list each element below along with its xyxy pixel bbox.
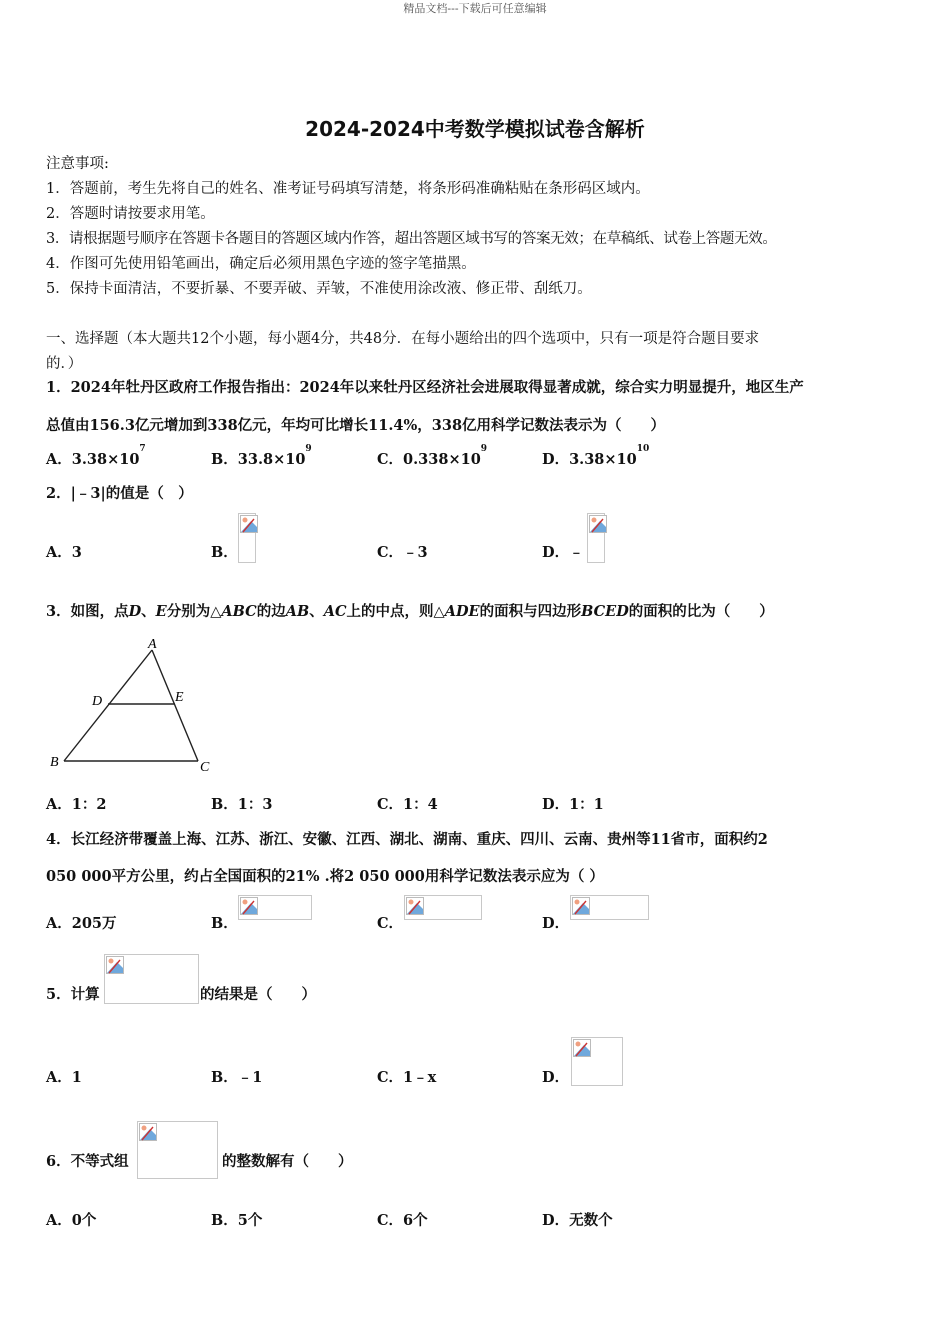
q2-option-c: C．﹣3: [377, 544, 428, 561]
notes-item: 4．作图可先使用铅笔画出，确定后必须用黑色字迹的签字笔描黑。: [46, 256, 476, 272]
q6-stem-pre: 6．不等式组: [46, 1153, 129, 1170]
q4-option-b: B．: [211, 915, 238, 932]
q1-stem-line1: 1．2024年牡丹区政府工作报告指出：2024年以来牡丹区经济社会进展取得显著成就，综合实力明显提升，地区生产: [46, 379, 804, 396]
q5-option-d: D．: [542, 1069, 570, 1086]
q5-option-b: B．﹣1: [211, 1069, 263, 1086]
q3-option-c: C．1：4: [377, 796, 438, 813]
q4-option-d: D．: [542, 915, 570, 932]
q1-option-a: A．$3.38\times 10^7$: [46, 444, 146, 468]
broken-image-icon: [139, 1123, 157, 1141]
broken-image-icon: [589, 515, 607, 533]
notes-item: 3．请根据题号顺序在答题卡各题目的答题区域内作答，超出答题区域书写的答案无效；在草稿纸、试卷上答题无效。: [46, 231, 777, 247]
notes-item: 5．保持卡面清洁，不要折暴、不要弄破、弄皱，不准使用涂改液、修正带、刮纸刀。: [46, 281, 592, 297]
q4-stem-line2: 050 000平方公里，约占全国面积的21% .将2 050 000用科学记数法表示应为（ ）: [46, 868, 604, 885]
notes-item: 1．答题前，考生先将自己的姓名、准考证号码填写清楚，将条形码准确粘贴在条形码区域内。: [46, 181, 650, 197]
q2-option-d: D．﹣: [542, 544, 584, 561]
q6-option-d: D．无数个: [542, 1212, 613, 1229]
broken-image-icon: [572, 897, 590, 915]
q6-option-b: B．5个: [211, 1212, 263, 1229]
q2-option-a: A．3: [46, 544, 82, 561]
q5-option-c: C．1﹣x: [377, 1069, 437, 1086]
q3-option-b: B．1：3: [211, 796, 273, 813]
q5-stem-post: 的结果是（ ）: [200, 986, 316, 1003]
q4-option-c: C．: [377, 915, 404, 932]
q6-stem-post: 的整数解有（ ）: [222, 1153, 353, 1170]
q5-stem-pre: 5．计算: [46, 986, 100, 1003]
q2-stem: 2．|﹣3|的值是（ ）: [46, 485, 193, 502]
section-heading-line1: 一、选择题（本大题共12个小题，每小题4分，共48分．在每小题给出的四个选项中，只有一项是符合题目要求: [46, 331, 760, 347]
q1-option-b: B．$33.8\times 10^9$: [211, 444, 312, 468]
broken-image-placeholder: [137, 1121, 218, 1179]
label-d: D: [92, 694, 103, 709]
broken-image-placeholder: [238, 895, 312, 920]
label-a: A: [148, 637, 157, 652]
q5-option-a: A．1: [46, 1069, 82, 1086]
label-e: E: [175, 690, 184, 705]
section-heading-line2: 的．）: [46, 356, 83, 372]
q1-stem-line2: 总值由156.3亿元增加到338亿元，年均可比增长11.4%，338亿用科学记数法表示为（ ）: [46, 417, 666, 434]
notes-item: 2．答题时请按要求用笔。: [46, 206, 215, 222]
triangle-figure: [40, 630, 230, 780]
label-b: B: [50, 755, 59, 770]
broken-image-placeholder: [104, 954, 199, 1004]
broken-image-icon: [406, 897, 424, 915]
broken-image-icon: [240, 515, 258, 533]
q1-option-c: C．$0.338\times 10^9$: [377, 444, 488, 468]
q3-option-a: A．1：2: [46, 796, 107, 813]
broken-image-placeholder: [587, 513, 605, 563]
q6-option-c: C．6个: [377, 1212, 428, 1229]
broken-image-placeholder: [238, 513, 256, 563]
broken-image-placeholder: [570, 895, 649, 920]
q6-option-a: A．0个: [46, 1212, 97, 1229]
q3-stem: 3．如图，点D、E分别为△ABC的边AB、AC上的中点，则△ADE的面积与四边形BCED的面积的比为（ ）: [46, 603, 774, 620]
notes-heading: 注意事项:: [46, 156, 109, 172]
broken-image-icon: [106, 956, 124, 974]
q3-option-d: D．1：1: [542, 796, 604, 813]
broken-image-placeholder: [404, 895, 482, 920]
side-ab: [64, 650, 152, 761]
side-ac: [152, 650, 198, 761]
page-header: 精品文档---下载后可任意编辑: [403, 2, 547, 15]
broken-image-icon: [240, 897, 258, 915]
page-title: 2024-2024中考数学模拟试卷含解析: [305, 117, 645, 141]
broken-image-placeholder: [571, 1037, 623, 1086]
q4-option-a: A．205万: [46, 915, 117, 932]
broken-image-icon: [573, 1039, 591, 1057]
q1-option-d: D．$3.38\times 10^{10}$: [542, 444, 650, 468]
q2-option-b: B．: [211, 544, 238, 561]
q4-stem-line1: 4．长江经济带覆盖上海、江苏、浙江、安徽、江西、湖北、湖南、重庆、四川、云南、贵州等11省市，面积约2: [46, 831, 768, 848]
label-c: C: [200, 760, 210, 775]
